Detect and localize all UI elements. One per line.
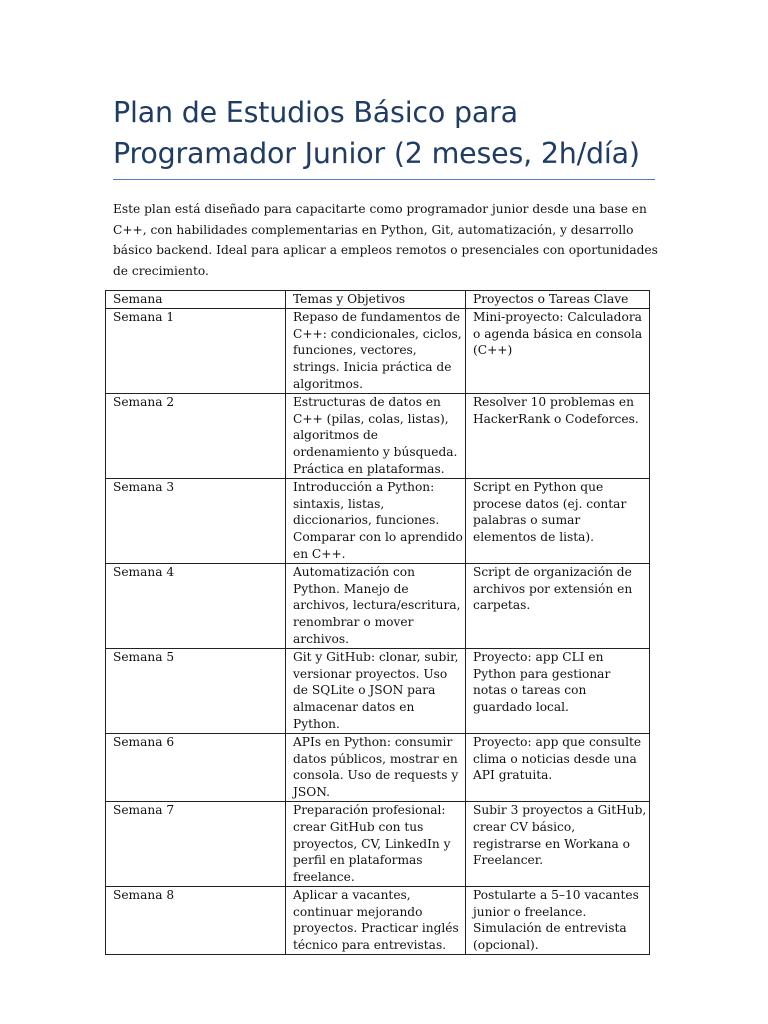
table-header-row — [106, 291, 650, 309]
topics-cell: Introducción a Python: sintaxis, listas, diccionarios, funciones. Comparar con lo aprendido en C++. — [286, 478, 466, 563]
page-title: Plan de Estudios Básico para Programador Junior (2 meses, 2h/día) — [113, 96, 640, 170]
table-row — [106, 478, 650, 563]
projects-cell: Script en Python que procese datos (ej. contar palabras o sumar elementos de lista). — [466, 478, 650, 563]
week-cell: Semana 1 — [106, 308, 286, 393]
projects-cell: Script de organización de archivos por extensión en carpetas. — [466, 563, 650, 648]
projects-cell: Mini-proyecto: Calculadora o agenda básica en consola (C++) — [466, 308, 650, 393]
table-row — [106, 801, 650, 886]
projects-cell: Proyecto: app que consulte clima o noticias desde una API gratuita. — [466, 733, 650, 801]
projects-cell: Subir 3 proyectos a GitHub, crear CV básico, registrarse en Workana o Freelancer. — [466, 801, 650, 886]
topics-cell: APIs en Python: consumir datos públicos, mostrar en consola. Uso de requests y JSON. — [286, 733, 466, 801]
topics-cell: Estructuras de datos en C++ (pilas, colas, listas), algoritmos de ordenamiento y búsqueda. Práctica en plataformas. — [286, 393, 466, 478]
table-row — [106, 733, 650, 801]
table-row — [106, 648, 650, 733]
projects-cell: Resolver 10 problemas en HackerRank o Codeforces. — [466, 393, 650, 478]
study-plan-table — [105, 290, 650, 955]
header-week: Semana — [106, 291, 286, 309]
week-cell: Semana 4 — [106, 563, 286, 648]
topics-cell: Git y GitHub: clonar, subir, versionar proyectos. Uso de SQLite o JSON para almacenar datos en Python. — [286, 648, 466, 733]
topics-cell: Aplicar a vacantes, continuar mejorando proyectos. Practicar inglés técnico para entrevistas. — [286, 886, 466, 954]
title-underline — [113, 179, 655, 180]
topics-cell: Automatización con Python. Manejo de archivos, lectura/escritura, renombrar o mover archivos. — [286, 563, 466, 648]
header-topics: Temas y Objetivos — [286, 291, 466, 309]
header-projects: Proyectos o Tareas Clave — [466, 291, 650, 309]
week-cell: Semana 8 — [106, 886, 286, 954]
table-row — [106, 308, 650, 393]
intro-paragraph: Este plan está diseñado para capacitarte como programador junior desde una base en C++, con habilidades complementarias en Python, Git, automatización, y desarrollo básico backend. Ideal para aplicar a empleos remotos o presenciales con oportunidades de crecimiento. — [113, 202, 658, 278]
topics-cell: Preparación profesional: crear GitHub con tus proyectos, CV, LinkedIn y perfil en plataformas freelance. — [286, 801, 466, 886]
week-cell: Semana 6 — [106, 733, 286, 801]
projects-cell: Proyecto: app CLI en Python para gestionar notas o tareas con guardado local. — [466, 648, 650, 733]
table-row — [106, 563, 650, 648]
week-cell: Semana 7 — [106, 801, 286, 886]
projects-cell: Postularte a 5–10 vacantes junior o freelance. Simulación de entrevista (opcional). — [466, 886, 650, 954]
week-cell: Semana 5 — [106, 648, 286, 733]
topics-cell: Repaso de fundamentos de C++: condicionales, ciclos, funciones, vectores, strings. Inicia práctica de algoritmos. — [286, 308, 466, 393]
week-cell: Semana 3 — [106, 478, 286, 563]
table-row — [106, 886, 650, 954]
table-row — [106, 393, 650, 478]
week-cell: Semana 2 — [106, 393, 286, 478]
